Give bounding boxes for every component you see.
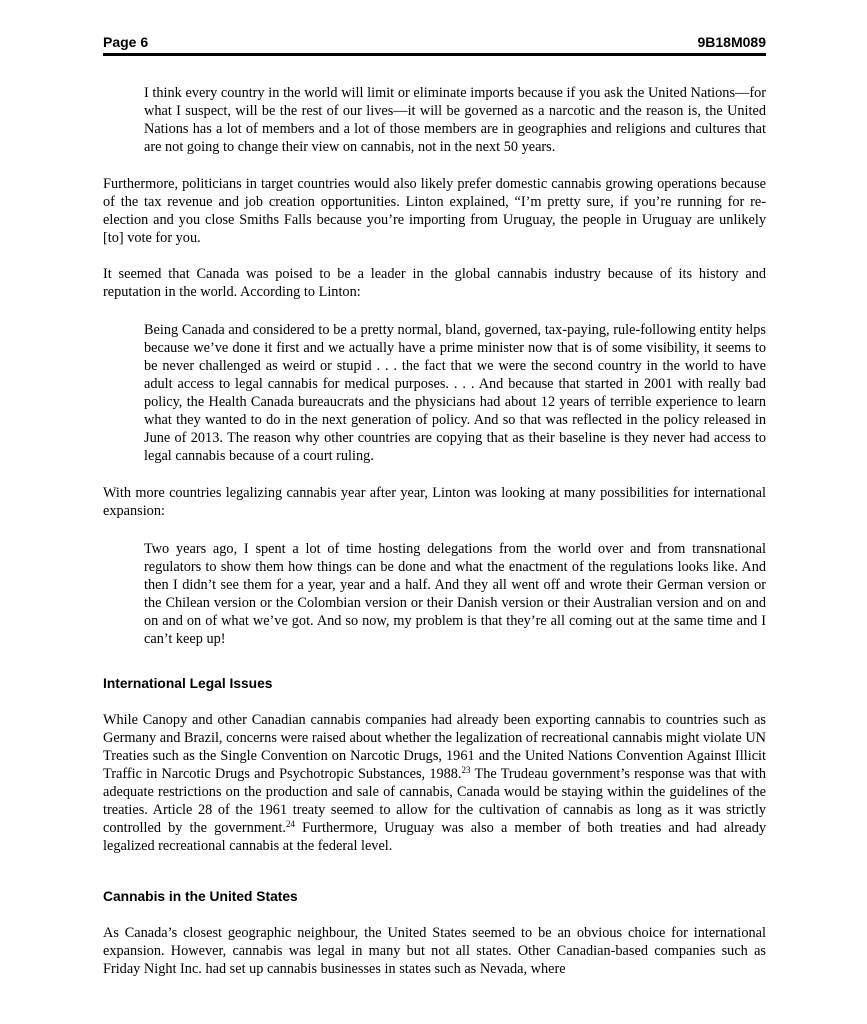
section-heading: International Legal Issues [103,676,273,691]
page-number: Page 6 [103,34,149,50]
paragraph: As Canada’s closest geographic neighbour, the United States seemed to be an obvious choice for international expansion. However, cannabis was legal in many but not all states. Other Canadian-based companies such as Friday Night Inc. had set up cannabis businesses in states such as Nevada, where [103,925,766,977]
block-quote: Being Canada and considered to be a pretty normal, bland, governed, tax-paying, rule-following entity helps because we’ve done it first and we actually have a prime minister now that is of some visibility, it seems to be never challenged as weird or stupid . . . the fact that we were the second country in the world to have adult access to legal cannabis for medical purposes. . . . And because that started in 2001 with really bad policy, the Health Canada bureaucrats and the physicians had about 12 years of terrible experience to learn what they wanted to do in the next generation of policy. And so that was reflected in the policy released in June of 2013. The reason why other countries are copying that as their baseline is they never had access to legal cannabis because of a court ruling. [144,322,766,464]
block-quote: Two years ago, I spent a lot of time hosting delegations from the world over and from transnational regulators to show them how things can be done and what the enactment of the regulations looks like. And then I didn’t see them for a year, year and a half. And they all went off and wrote their German version or the Chilean version or the Colombian version or their Danish version or their Australian version and on and on and on of what we’ve got. And so now, my problem is that they’re all coming out at the same time and I can’t keep up! [144,541,766,647]
paragraph-text: Furthermore, Uruguay was also a member of both treaties and had already legalized recreational cannabis at the federal level. [103,820,766,854]
footnote-ref: 24 [285,819,295,829]
section-heading: Cannabis in the United States [103,889,298,904]
document-body [103,84,766,978]
paragraph [103,711,766,855]
paragraph: Furthermore, politicians in target countries would also likely prefer domestic cannabis growing operations because of the tax revenue and job creation opportunities. Linton explained, “I’m pretty sure, if you’re running for re-election and you close Smiths Falls because you’re importing from Uruguay, the people in Uruguay are unlikely [to] vote for you. [103,176,766,246]
page-header [103,33,766,56]
paragraph-text: While Canopy and other Canadian cannabis companies had already been exporting cannabis to countries such as Germany and Brazil, concerns were raised about whether the legalization of recreational cannabis might violate UN Treaties such as the Single Convention on Narcotic Drugs, 1961 and the United Nations Convention Against Illicit Traffic in Narcotic Drugs and Psychotropic Substances, 1988. [103,712,766,782]
case-number: 9B18M089 [697,34,766,50]
block-quote: I think every country in the world will limit or eliminate imports because if you ask the United Nations—for what I suspect, will be the rest of our lives—it will be governed as a narcotic and the reason is, the United Nations has a lot of members and a lot of those members are in geographies and religions and cultures that are not going to change their view on cannabis, not in the next 50 years. [144,85,766,155]
paragraph: It seemed that Canada was poised to be a leader in the global cannabis industry because of its history and reputation in the world. According to Linton: [103,266,766,300]
paragraph: With more countries legalizing cannabis year after year, Linton was looking at many possibilities for international expansion: [103,485,766,519]
paragraph-text: The Trudeau government’s response was that with adequate restrictions on the production and sale of cannabis, Canada would be staying within the guidelines of the treaties. Article 28 of the 1961 treaty seemed to allow for the cultivation of cannabis as long as it was strictly controlled by the government. [103,766,766,836]
footnote-ref: 23 [461,765,471,775]
